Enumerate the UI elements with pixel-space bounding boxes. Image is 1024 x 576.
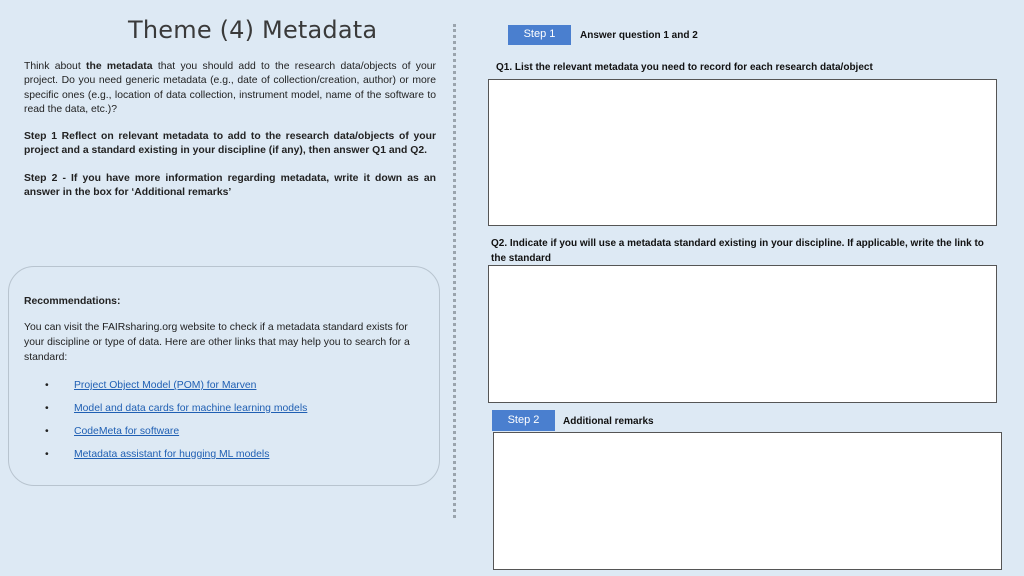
recommendations-panel: Recommendations: You can visit the FAIRsharing.org website to check if a metadata standard exists for your discipline or type of data. Here are other links that may help you to search for a standard: • Project Object Model (POM) for Marven • Model and data cards for machine learning models • CodeMeta for software • Metadata assistant for hugging ML models <box>8 266 440 486</box>
recommendations-title: Recommendations: <box>24 296 121 307</box>
link-pom[interactable]: Project Object Model (POM) for Marven <box>74 380 257 391</box>
q2-label: Q2. Indicate if you will use a metadata standard existing in your discipline. If applicable, write the link to the standard <box>491 238 984 264</box>
step2-label: Additional remarks <box>563 416 654 427</box>
link-model-cards[interactable]: Model and data cards for machine learning models <box>74 403 308 414</box>
step2-badge: Step 2 <box>492 410 555 431</box>
step1-badge: Step 1 <box>508 25 571 45</box>
step1-instruction: Step 1 Reflect on relevant metadata to add to the research data/objects of your project and a standard existing in your discipline (if any), then answer Q1 and Q2. <box>24 131 436 157</box>
q1-label: Q1. List the relevant metadata you need to record for each research data/object <box>496 62 873 73</box>
q2-answer-box[interactable] <box>488 265 997 403</box>
additional-remarks-box[interactable] <box>493 432 1002 570</box>
page-title: Theme (4) Metadata <box>128 16 378 44</box>
intro-paragraph: Think about the metadata that you should add to the research data/objects of your project. Do you need generic metadata (e.g., date of collection/creation, author) or more specific ones (e.g., location of data collection, instrument model, name of the software to read the data, etc.)? <box>24 61 436 115</box>
step2-instruction: Step 2 - If you have more information regarding metadata, write it down as an answer in the box for ‘Additional remarks’ <box>24 172 436 199</box>
intro-text <box>24 60 436 213</box>
intro-emphasis: the metadata <box>86 61 153 72</box>
q1-answer-box[interactable] <box>488 79 997 226</box>
vertical-divider <box>453 24 456 518</box>
step1-label: Answer question 1 and 2 <box>580 30 698 41</box>
link-metadata-assistant[interactable]: Metadata assistant for hugging ML models <box>74 449 270 460</box>
recommendations-text: You can visit the FAIRsharing.org website to check if a metadata standard exists for your discipline or type of data. Here are other links that may help you to search for a standard: <box>24 322 410 363</box>
link-codemeta[interactable]: CodeMeta for software <box>74 426 180 437</box>
